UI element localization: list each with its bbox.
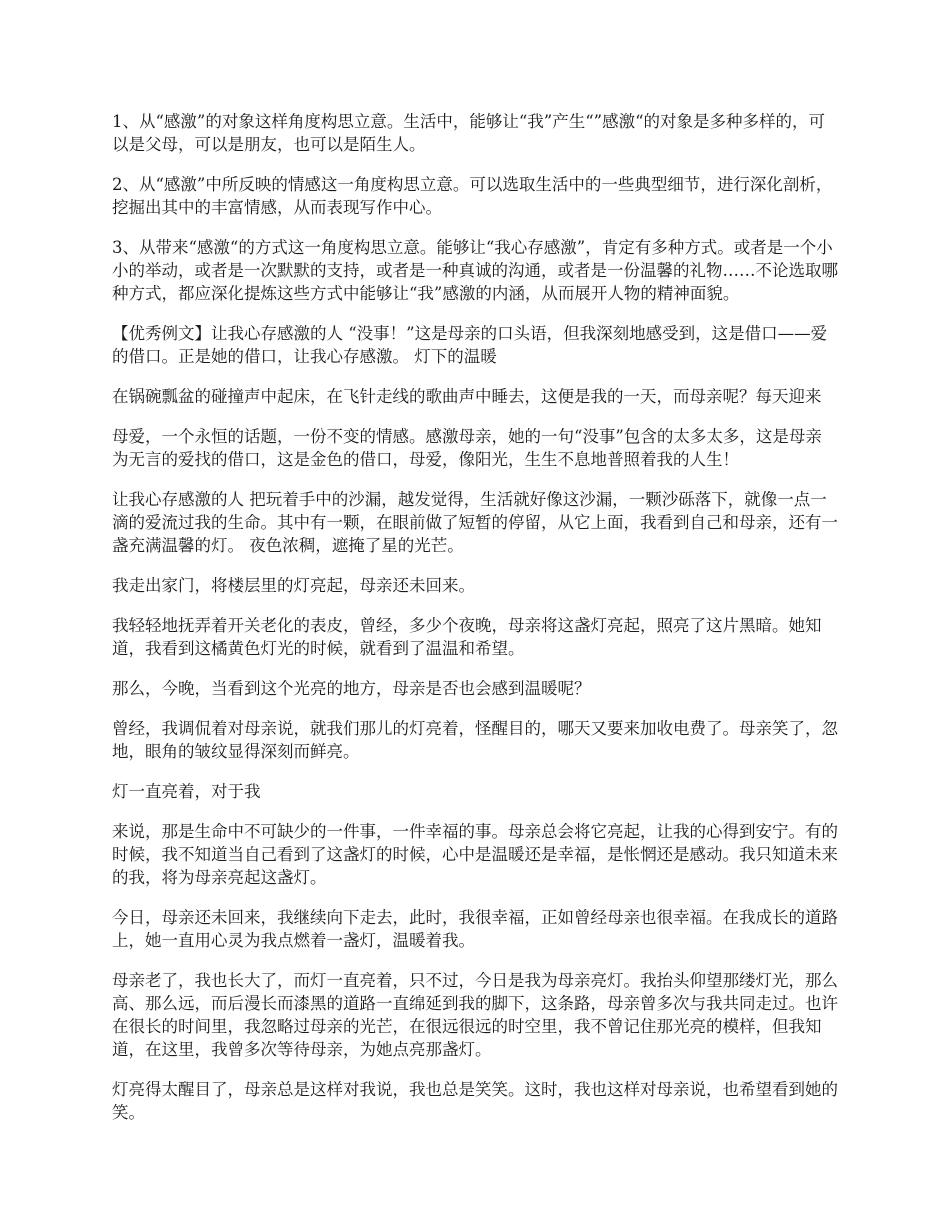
paragraph-7: 让我心存感激的人 把玩着手中的沙漏，越发觉得，生活就好像这沙漏，一颗沙砾落下，就像一点一滴的爱流过我的生命。其中有一颗，在眼前做了短暂的停留，从它上面，我看到自己和母亲，还有一盏充满温馨的灯。 夜色浓稠，遮掩了星的光芒。 bbox=[112, 490, 838, 555]
paragraph-2: 2、从“感激”中所反映的情感这一角度构思立意。可以选取生活中的一些典型细节，进行深化剖析，挖掘出其中的丰富情感，从而表现写作中心。 bbox=[112, 175, 833, 217]
article-body bbox=[112, 110, 838, 1141]
paragraph-6: 母爱，一个永恒的话题，一份不变的情感。感激母亲，她的一句“没事”包含的太多太多，这是母亲为无言的爱找的借口，这是金色的借口，母爱，像阳光，生生不息地普照着我的人生！ bbox=[112, 427, 822, 469]
paragraph-11: 曾经，我调侃着对母亲说，就我们那儿的灯亮着，怪醒目的，哪天又要来加收电费了。母亲笑了，忽地，眼角的皱纹显得深刻而鲜亮。 bbox=[112, 719, 838, 761]
paragraph-16: 灯亮得太醒目了，母亲总是这样对我说，我也总是笑笑。这时，我也这样对母亲说，也希望看到她的笑。 bbox=[112, 1080, 838, 1122]
paragraph-4: 【优秀例文】让我心存感激的人 “没事！”这是母亲的口头语，但我深刻地感受到，这是借口——爱的借口。正是她的借口，让我心存感激。 灯下的温暖 bbox=[112, 324, 828, 366]
paragraph-8: 我走出家门，将楼层里的灯亮起，母亲还未回来。 bbox=[112, 576, 475, 595]
paragraph-15: 母亲老了，我也长大了，而灯一直亮着，只不过，今日是我为母亲亮灯。我抬头仰望那缕灯光，那么高、那么远，而后漫长而漆黑的道路一直绵延到我的脚下，这条路，母亲曾多次与我共同走过。也许在很长的时间里，我忽略过母亲的光芒，在很远很远的时空里，我不曾记住那光亮的模样，但我知道，在这里，我曾多次等待母亲，为她点亮那盏灯。 bbox=[112, 971, 838, 1059]
paragraph-5: 在锅碗瓢盆的碰撞声中起床，在飞针走线的歌曲声中睡去，这便是我的一天，而母亲呢？每天迎来 bbox=[112, 387, 822, 406]
paragraph-14: 今日，母亲还未回来，我继续向下走去，此时，我很幸福，正如曾经母亲也很幸福。在我成长的道路上，她一直用心灵为我点燃着一盏灯，温暖着我。 bbox=[112, 908, 838, 950]
paragraph-13: 来说，那是生命中不可缺少的一件事，一件幸福的事。母亲总会将它亮起，让我的心得到安宁。有的时候，我不知道当自己看到了这盏灯的时候，心中是温暖还是幸福，是怅惘还是感动。我只知道未来的我，将为母亲亮起这盏灯。 bbox=[112, 822, 838, 887]
paragraph-3: 3、从带来“感激“的方式这一角度构思立意。能够让“我心存感激”，肯定有多种方式。或者是一个小小的举动，或者是一次默默的支持，或者是一种真诚的沟通，或者是一份温馨的礼物……不论选取哪种方式，都应深化提炼这些方式中能够让“我”感激的内涵，从而展开人物的精神面貌。 bbox=[112, 238, 838, 303]
paragraph-1: 1、从“感激”的对象这样角度构思立意。生活中，能够让“我”产生“”感激“的对象是多种多样的，可以是父母，可以是朋友，也可以是陌生人。 bbox=[112, 112, 826, 154]
paragraph-9: 我轻轻地抚弄着开关老化的表皮，曾经，多少个夜晚，母亲将这盏灯亮起，照亮了这片黑暗。她知道，我看到这橘黄色灯光的时候，就看到了温温和希望。 bbox=[112, 616, 822, 658]
paragraph-10: 那么，今晚，当看到这个光亮的地方，母亲是否也会感到温暖呢？ bbox=[112, 679, 591, 698]
paragraph-12: 灯一直亮着，对于我 bbox=[112, 782, 261, 801]
